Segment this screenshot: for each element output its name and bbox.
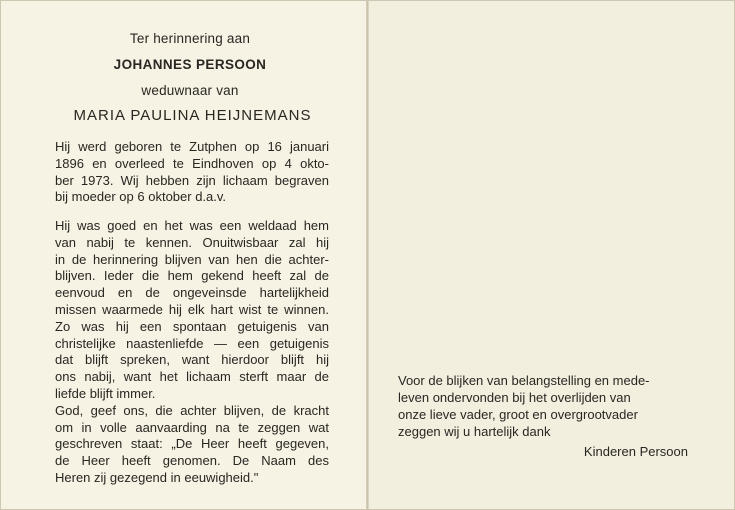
text-line: ons nabij, want het lichaam sterft maar de xyxy=(55,369,329,385)
text-line: blijven. Ieder die hem gekend heeft zal de xyxy=(55,268,329,284)
text-line: liefde blijft immer. xyxy=(55,385,156,401)
text-line: Heren zij gezegend in eeuwigheid." xyxy=(55,469,259,485)
relation-line: weduwnaar van xyxy=(141,83,239,98)
thanks-message xyxy=(398,372,698,440)
text-line: Voor de blijken van belangstelling en mede- xyxy=(398,373,650,388)
tribute-paragraph xyxy=(55,218,329,487)
text-line: missen waarmede hij elk hart wist te winnen. xyxy=(55,301,329,317)
spouse-name: MARIA PAULINA HEIJNEMANS xyxy=(73,107,312,124)
text-line: ber 1973. Wij hebben zijn lichaam begraven xyxy=(55,172,329,188)
text-line: zeggen wij u hartelijk dank xyxy=(398,424,551,439)
biography-paragraph xyxy=(55,139,329,206)
text-line: christelijke naastenliefde — een getuigenis xyxy=(55,335,329,351)
text-line: in de herinnering blijven van hen die achter- xyxy=(55,251,329,267)
text-line: om in volle aanvaarding na te zeggen wat xyxy=(55,419,329,435)
text-line: eenvoud en de ongeveinsde hartelijkheid xyxy=(55,285,329,301)
text-line: geschreven staat: „De Heer heeft gegeven, xyxy=(55,436,329,452)
signature: Kinderen Persoon xyxy=(583,444,688,459)
text-line: onze lieve vader, groot en overgrootvader xyxy=(398,407,638,422)
text-line: 1896 en overleed te Eindhoven op 4 okto- xyxy=(55,155,329,171)
text-line: leven ondervonden bij het overlijden van xyxy=(398,390,631,405)
intro-line: Ter herinnering aan xyxy=(129,31,251,46)
left-panel xyxy=(0,0,366,510)
text-line: Zo was hij een spontaan getuigenis van xyxy=(55,318,329,334)
text-line: de Heer heeft genomen. De Naam des xyxy=(55,453,329,469)
text-line: van nabij te kennen. Onuitwisbaar zal hij xyxy=(55,234,329,250)
text-line: God, geef ons, die achter blijven, de kracht xyxy=(55,402,329,418)
text-line: bij moeder op 6 oktober d.a.v. xyxy=(55,189,227,205)
text-line: dat blijft spreken, want hierdoor blijft hij xyxy=(55,352,329,368)
text-line: Hij werd geboren te Zutphen op 16 januari xyxy=(55,139,329,154)
text-line: Hij was goed en het was een weldaad hem xyxy=(55,218,329,233)
deceased-name: JOHANNES PERSOON xyxy=(113,57,267,72)
